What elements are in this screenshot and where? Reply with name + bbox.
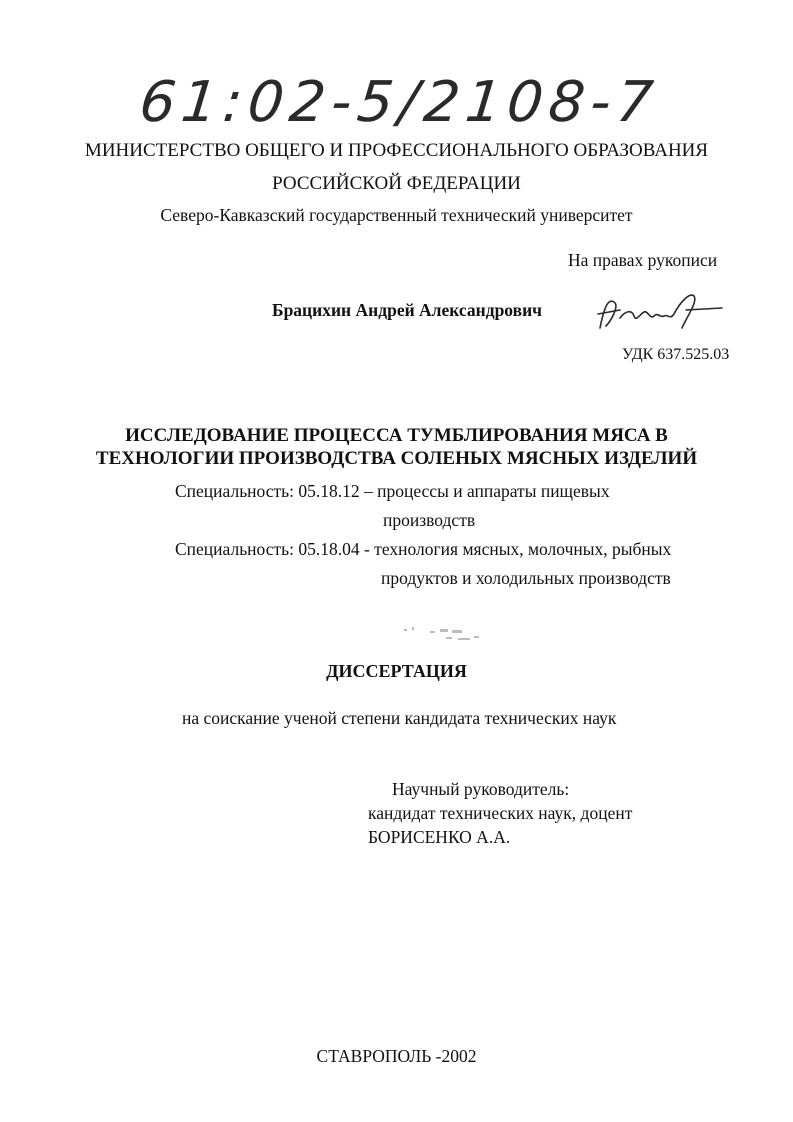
supervisor-name: БОРИСЕНКО А.А. xyxy=(368,827,511,847)
specialty-2-line-2: продуктов и холодильных производств xyxy=(381,568,671,588)
specialty-2-line-1: Специальность: 05.18.04 - технология мясных, молочных, рыбных xyxy=(175,539,672,559)
university-name: Северо-Кавказский государственный технический университет xyxy=(160,205,633,225)
thesis-title-line-1: ИССЛЕДОВАНИЕ ПРОЦЕССА ТУМБЛИРОВАНИЯ МЯСА В xyxy=(125,425,668,446)
degree-statement: на соискание ученой степени кандидата технических наук xyxy=(182,708,617,728)
document-type: ДИССЕРТАЦИЯ xyxy=(326,661,467,681)
thesis-title-line-2: ТЕХНОЛОГИИ ПРОИЗВОДСТВА СОЛЕНЫХ МЯСНЫХ ИЗДЕЛИЙ xyxy=(95,448,698,469)
specialty-1-line-2: производств xyxy=(383,510,476,530)
faint-stamp-mark xyxy=(400,623,490,645)
specialty-1-line-1: Специальность: 05.18.12 – процессы и аппараты пищевых xyxy=(175,481,610,501)
supervisor-rank: кандидат технических наук, доцент xyxy=(368,803,633,823)
handwritten-archive-number: 61:02-5/2108-7 xyxy=(136,70,662,135)
author-name: Брацихин Андрей Александрович xyxy=(272,300,543,320)
ministry-heading: МИНИСТЕРСТВО ОБЩЕГО И ПРОФЕССИОНАЛЬНОГО ОБРАЗОВАНИЯ xyxy=(84,140,709,161)
federation-heading: РОССИЙСКОЙ ФЕДЕРАЦИИ xyxy=(272,173,521,194)
supervisor-label: Научный руководитель: xyxy=(392,779,570,799)
city-year: СТАВРОПОЛЬ -2002 xyxy=(316,1046,477,1066)
manuscript-rights-note: На правах рукописи xyxy=(568,250,718,270)
signature-image xyxy=(590,288,730,338)
udc-code: УДК 637.525.03 xyxy=(622,346,730,363)
